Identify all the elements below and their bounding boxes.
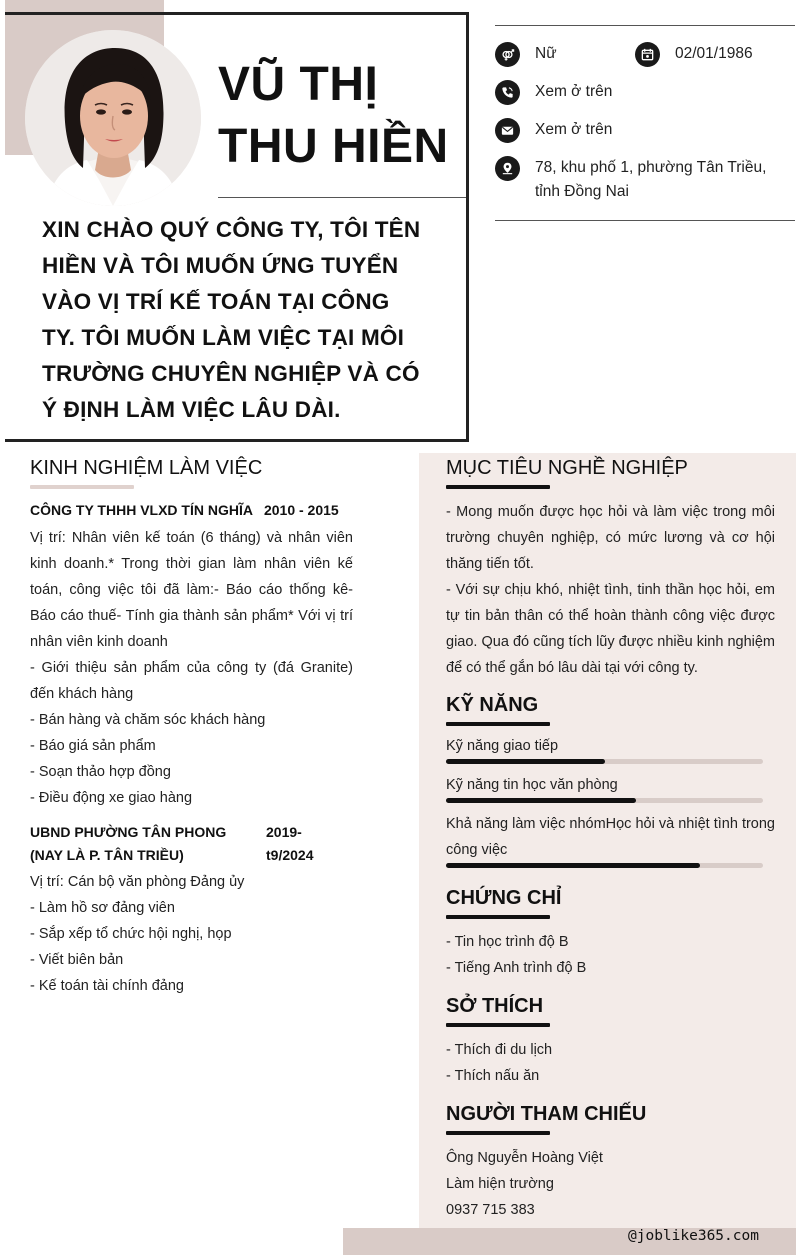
objective-text: - Mong muốn được học hỏi và làm việc trong môi trường chuyên nghiệp, có mức lương và cơ hội thăng tiến tốt.: [446, 504, 775, 572]
reference-phone: 0937 715 383: [446, 1202, 535, 1218]
job-2-company: UBND PHƯỜNG TÂN PHONG (NAY LÀ P. TÂN TRIỀU): [30, 824, 227, 863]
objective-section: [446, 455, 775, 681]
contact-phone-row: [495, 80, 612, 106]
hobby-item: - Thích nấu ăn: [446, 1068, 540, 1084]
hobbies-title: SỞ THÍCH: [446, 995, 544, 1017]
watermark: @joblike365.com: [628, 1228, 759, 1244]
introduction-text: XIN CHÀO QUÝ CÔNG TY, TÔI TÊN HIỀN VÀ TÔI MUỐN ỨNG TUYỂN VÀO VỊ TRÍ KẾ TOÁN TẠI CÔNG TY. TÔI MUỐN LÀM VIỆC TẠI MÔI TRƯỜNG CHUYÊN NGHIỆP VÀ CÓ Ý ĐỊNH LÀM VIỆC LÂU DÀI.: [42, 217, 421, 422]
job-1-company: CÔNG TY THHH VLXD TÍN NGHĨA: [30, 502, 253, 518]
skills-title: KỸ NĂNG: [446, 694, 539, 716]
contact-email: Xem ở trên: [535, 121, 613, 138]
hobby-item: - Thích đi du lịch: [446, 1042, 553, 1058]
job-2-task: - Làm hồ sơ đảng viên: [30, 900, 175, 916]
job-1-period: 2010 - 2015: [263, 502, 339, 518]
skill-item: [446, 811, 775, 868]
job-1-task: - Giới thiệu sản phẩm của công ty (đá Granite) đến khách hàng: [30, 660, 353, 702]
job-1-position: Vị trí: Nhân viên kế toán (6 tháng) và nhân viên kinh doanh.* Trong thời gian làm nhân viên kế toán, công việc tôi đã làm:- Báo cáo thống kê- Báo cáo thuế- Tính gia thành sản phẩm* Với vị trí nhân viên kinh doanh: [30, 530, 353, 650]
contact-gender: Nữ: [535, 45, 557, 62]
job-1-task: - Điều động xe giao hàng: [30, 790, 193, 806]
job-2-header: [30, 821, 353, 867]
gender-icon: [495, 42, 520, 67]
experience-title: KINH NGHIỆM LÀM VIỆC: [30, 457, 263, 479]
skill-bar-track: [446, 863, 763, 868]
contact-info: [495, 25, 795, 221]
job-2-task: - Kế toán tài chính đảng: [30, 978, 184, 994]
contact-gender-row: [495, 42, 557, 68]
skill-label: Khả năng làm việc nhómHọc hỏi và nhiệt tình trong công việc: [446, 816, 775, 858]
skills-section: [446, 692, 775, 868]
contact-dob: 02/01/1986: [675, 45, 753, 62]
experience-section: [30, 455, 353, 999]
certificate-item: - Tiếng Anh trình độ B: [446, 960, 587, 976]
candidate-name: [218, 54, 463, 178]
email-icon: [495, 118, 520, 143]
job-1-task: - Bán hàng và chăm sóc khách hàng: [30, 712, 266, 728]
certificates-title-underline: [446, 915, 550, 919]
certificates-section: [446, 885, 775, 981]
contact-address-row: [495, 156, 785, 208]
references-section: [446, 1101, 775, 1223]
objective-title-underline: [446, 485, 550, 489]
job-1-task: - Báo giá sản phẩm: [30, 738, 156, 754]
certificate-item: - Tin học trình độ B: [446, 934, 569, 950]
contact-dob-row: [635, 42, 753, 68]
skill-bar-fill: [446, 798, 636, 803]
phone-icon: [495, 80, 520, 105]
job-2-task: - Sắp xếp tổ chức hội nghị, họp: [30, 926, 232, 942]
portrait-photo: [25, 30, 201, 206]
experience-title-underline: [30, 485, 134, 489]
job-1-task: - Soạn thảo hợp đồng: [30, 764, 171, 780]
skill-bar-fill: [446, 863, 700, 868]
location-icon: [495, 156, 520, 181]
skill-item: [446, 772, 775, 803]
hobbies-section: [446, 993, 775, 1089]
skill-label: Kỹ năng giao tiếp: [446, 738, 559, 754]
reference-role: Làm hiện trường: [446, 1176, 554, 1192]
job-1: [30, 499, 353, 811]
job-2-period: 2019- t9/2024: [266, 824, 314, 863]
right-column: [446, 455, 775, 1223]
references-title: NGƯỜI THAM CHIẾU: [446, 1103, 647, 1125]
name-line-2: THU HIỀN: [218, 120, 449, 173]
skill-item: [446, 733, 775, 764]
references-title-underline: [446, 1131, 550, 1135]
skills-title-underline: [446, 722, 550, 726]
skill-bar-fill: [446, 759, 605, 764]
skill-bar-track: [446, 759, 763, 764]
job-2-task: - Viết biên bản: [30, 952, 124, 968]
hobbies-title-underline: [446, 1023, 550, 1027]
skill-label: Kỹ năng tin học văn phòng: [446, 777, 618, 793]
skill-bar-track: [446, 798, 763, 803]
certificates-title: CHỨNG CHỈ: [446, 887, 562, 909]
avatar: [25, 30, 201, 206]
objective-text: - Với sự chịu khó, nhiệt tình, tinh thần học hỏi, em tự tin bản thân có thể hoàn thành công việc được giao. Qua đó cũng tích lũy được nhiều kinh nghiệm để có thể gắn bó lâu dài tại với công ty.: [446, 582, 775, 676]
contact-address: 78, khu phố 1, phường Tân Triều, tỉnh Đồng Nai: [535, 159, 767, 200]
job-1-header: [30, 499, 353, 522]
contact-phone: Xem ở trên: [535, 83, 613, 100]
objective-title: MỤC TIÊU NGHỀ NGHIỆP: [446, 457, 688, 479]
job-2-position: Vị trí: Cán bộ văn phòng Đảng ủy: [30, 874, 245, 890]
reference-name: Ông Nguyễn Hoàng Việt: [446, 1150, 603, 1166]
calendar-icon: [635, 42, 660, 67]
contact-email-row: [495, 118, 612, 144]
name-divider: [218, 197, 466, 198]
job-2: [30, 821, 353, 999]
name-line-1: VŨ THỊ: [218, 58, 379, 111]
